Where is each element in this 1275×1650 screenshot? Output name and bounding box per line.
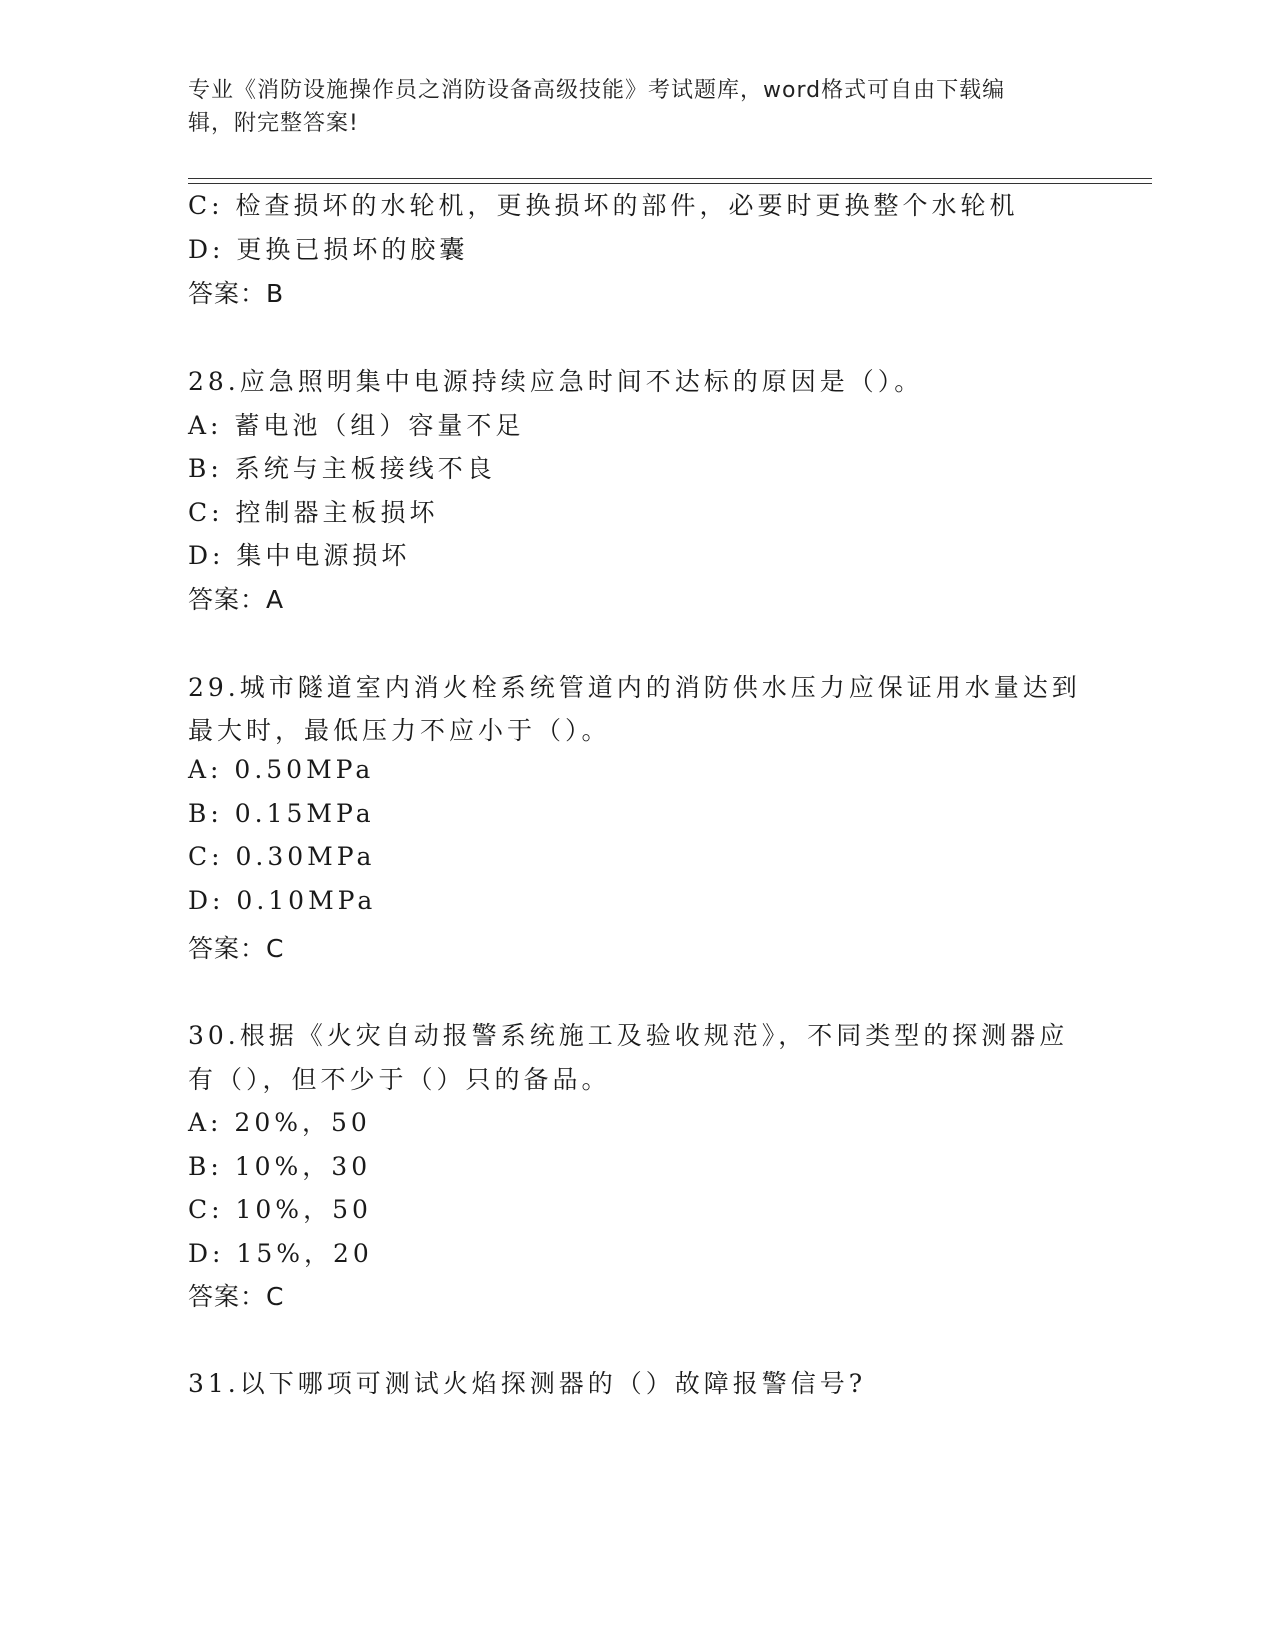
q30-option-c: C: 10%，50	[188, 1195, 372, 1224]
header-note-line-1: 专业《消防设施操作员之消防设备高级技能》考试题库，word格式可自由下载编	[188, 78, 1006, 103]
q28-option-d: D: 集中电源损坏	[188, 541, 411, 570]
q27-answer: 答案：B	[188, 279, 285, 308]
q29-option-d: D: 0.10MPa	[188, 886, 377, 915]
q29-option-b: B: 0.15MPa	[188, 799, 375, 828]
q30-option-d: D: 15%，20	[188, 1239, 373, 1268]
q28-option-b: B: 系统与主板接线不良	[188, 454, 496, 483]
q30-answer: 答案：C	[188, 1282, 285, 1311]
q31-stem: 31.以下哪项可测试火焰探测器的（）故障报警信号?	[188, 1369, 867, 1398]
document-header-note	[188, 74, 1068, 140]
q30-stem-line-1: 30.根据《火灾自动报警系统施工及验收规范》，不同类型的探测器应	[188, 1021, 1069, 1050]
q28-option-c: C: 控制器主板损坏	[188, 498, 439, 527]
q30-option-a: A: 20%，50	[188, 1108, 371, 1137]
q28-option-a: A: 蓄电池（组）容量不足	[188, 411, 525, 440]
header-divider-top	[188, 178, 1152, 179]
q29-stem-line-2: 最大时，最低压力不应小于（）。	[188, 716, 611, 745]
q29-answer: 答案：C	[188, 934, 285, 963]
header-divider-bottom	[188, 183, 1152, 184]
q29-stem-line-1: 29.城市隧道室内消火栓系统管道内的消防供水压力应保证用水量达到	[188, 673, 1081, 702]
q30-stem-line-2: 有（），但不少于（）只的备品。	[188, 1065, 611, 1094]
header-note-line-2: 辑，附完整答案!	[188, 111, 359, 136]
q28-stem: 28.应急照明集中电源持续应急时间不达标的原因是（）。	[188, 367, 924, 396]
q29-option-a: A: 0.50MPa	[188, 755, 375, 784]
q29-option-c: C: 0.30MPa	[188, 842, 376, 871]
q27-option-d: D: 更换已损坏的胶囊	[188, 235, 469, 264]
q28-answer: 答案：A	[188, 585, 285, 614]
q30-option-b: B: 10%，30	[188, 1152, 372, 1181]
q27-option-c: C: 检查损坏的水轮机，更换损坏的部件，必要时更换整个水轮机	[188, 191, 1019, 220]
